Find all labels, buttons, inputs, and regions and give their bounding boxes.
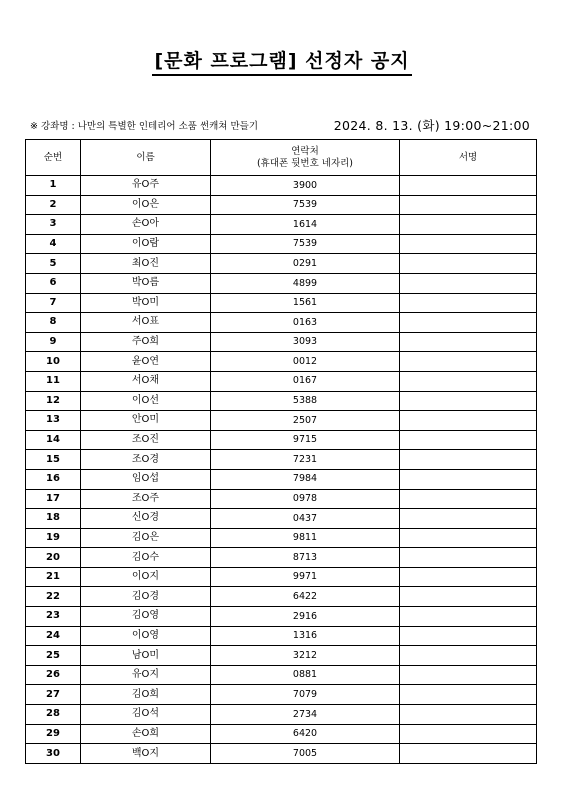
table-row — [26, 313, 537, 333]
row-number: 29 — [26, 724, 81, 744]
header-contact-line1: 연락처 — [291, 145, 319, 157]
page-title: [문화 프로그램] 선정자 공지 — [152, 46, 411, 76]
row-signature — [400, 469, 537, 489]
row-name: 박O미 — [81, 293, 211, 313]
course-schedule: 2024. 8. 13. (화) 19:00~21:00 — [333, 118, 530, 133]
row-name: 손O아 — [81, 215, 211, 235]
row-number: 28 — [26, 705, 81, 725]
row-name: 김O경 — [81, 587, 211, 607]
row-signature — [400, 411, 537, 431]
row-signature — [400, 195, 537, 215]
row-phone: 0437 — [211, 509, 400, 529]
row-name: 조O진 — [81, 430, 211, 450]
row-signature — [400, 254, 537, 274]
row-name: 최O진 — [81, 254, 211, 274]
table-row — [26, 293, 537, 313]
row-signature — [400, 607, 537, 627]
row-signature — [400, 626, 537, 646]
row-number: 4 — [26, 234, 81, 254]
course-info — [30, 116, 530, 132]
table-row — [26, 705, 537, 725]
table-row — [26, 665, 537, 685]
row-phone: 6420 — [211, 724, 400, 744]
row-phone: 4899 — [211, 273, 400, 293]
row-phone: 1614 — [211, 215, 400, 235]
row-signature — [400, 352, 537, 372]
row-number: 7 — [26, 293, 81, 313]
table-row — [26, 489, 537, 509]
row-phone: 7079 — [211, 685, 400, 705]
row-phone: 0291 — [211, 254, 400, 274]
row-name: 김O석 — [81, 705, 211, 725]
row-name: 김O은 — [81, 528, 211, 548]
table-row — [26, 411, 537, 431]
row-number: 8 — [26, 313, 81, 333]
row-name: 유O주 — [81, 176, 211, 196]
row-number: 14 — [26, 430, 81, 450]
row-number: 1 — [26, 176, 81, 196]
header-name: 이름 — [81, 140, 211, 176]
row-number: 24 — [26, 626, 81, 646]
row-phone: 0012 — [211, 352, 400, 372]
row-phone: 9715 — [211, 430, 400, 450]
row-signature — [400, 234, 537, 254]
row-signature — [400, 705, 537, 725]
row-signature — [400, 215, 537, 235]
row-signature — [400, 313, 537, 333]
row-signature — [400, 685, 537, 705]
row-number: 3 — [26, 215, 81, 235]
row-name: 이O선 — [81, 391, 211, 411]
row-number: 30 — [26, 744, 81, 764]
row-phone: 0167 — [211, 371, 400, 391]
row-phone: 8713 — [211, 548, 400, 568]
row-name: 남O미 — [81, 646, 211, 666]
row-phone: 3212 — [211, 646, 400, 666]
row-phone: 7984 — [211, 469, 400, 489]
table-row — [26, 646, 537, 666]
row-phone: 7231 — [211, 450, 400, 470]
table-row — [26, 469, 537, 489]
page-title-wrapper — [0, 46, 564, 76]
row-phone: 0163 — [211, 313, 400, 333]
row-number: 20 — [26, 548, 81, 568]
table-row — [26, 685, 537, 705]
row-number: 16 — [26, 469, 81, 489]
selection-table — [25, 139, 537, 764]
row-phone: 7539 — [211, 234, 400, 254]
row-name: 손O희 — [81, 724, 211, 744]
table-header-row — [26, 140, 537, 176]
row-name: 이O람 — [81, 234, 211, 254]
row-number: 26 — [26, 665, 81, 685]
row-signature — [400, 450, 537, 470]
row-number: 25 — [26, 646, 81, 666]
row-signature — [400, 548, 537, 568]
row-name: 조O주 — [81, 489, 211, 509]
row-name: 이O은 — [81, 195, 211, 215]
row-signature — [400, 176, 537, 196]
table-row — [26, 195, 537, 215]
row-signature — [400, 744, 537, 764]
row-number: 10 — [26, 352, 81, 372]
row-name: 신O경 — [81, 509, 211, 529]
row-phone: 7539 — [211, 195, 400, 215]
row-number: 27 — [26, 685, 81, 705]
row-name: 김O희 — [81, 685, 211, 705]
table-row — [26, 528, 537, 548]
row-phone: 7005 — [211, 744, 400, 764]
row-name: 백O지 — [81, 744, 211, 764]
row-signature — [400, 528, 537, 548]
row-name: 임O섭 — [81, 469, 211, 489]
row-phone: 1316 — [211, 626, 400, 646]
row-signature — [400, 587, 537, 607]
row-signature — [400, 430, 537, 450]
row-number: 11 — [26, 371, 81, 391]
row-number: 5 — [26, 254, 81, 274]
row-phone: 2916 — [211, 607, 400, 627]
table-row — [26, 215, 537, 235]
row-phone: 9971 — [211, 567, 400, 587]
row-phone: 0978 — [211, 489, 400, 509]
table-body — [26, 176, 537, 764]
row-phone: 2507 — [211, 411, 400, 431]
row-name: 조O경 — [81, 450, 211, 470]
row-signature — [400, 724, 537, 744]
row-signature — [400, 371, 537, 391]
row-phone: 2734 — [211, 705, 400, 725]
table-row — [26, 567, 537, 587]
row-name: 김O수 — [81, 548, 211, 568]
row-signature — [400, 489, 537, 509]
row-name: 서O표 — [81, 313, 211, 333]
row-signature — [400, 665, 537, 685]
row-name: 서O채 — [81, 371, 211, 391]
row-name: 이O지 — [81, 567, 211, 587]
row-number: 13 — [26, 411, 81, 431]
table-row — [26, 254, 537, 274]
table-row — [26, 626, 537, 646]
header-contact-line2: (휴대폰 뒷번호 네자리) — [256, 158, 354, 169]
table-row — [26, 391, 537, 411]
row-signature — [400, 293, 537, 313]
header-contact — [211, 140, 400, 176]
row-signature — [400, 332, 537, 352]
row-signature — [400, 273, 537, 293]
row-number: 9 — [26, 332, 81, 352]
row-name: 윤O연 — [81, 352, 211, 372]
row-number: 12 — [26, 391, 81, 411]
header-signature: 서명 — [400, 140, 537, 176]
row-phone: 3900 — [211, 176, 400, 196]
row-number: 2 — [26, 195, 81, 215]
row-name: 안O미 — [81, 411, 211, 431]
table-row — [26, 548, 537, 568]
row-signature — [400, 646, 537, 666]
row-number: 19 — [26, 528, 81, 548]
table-row — [26, 234, 537, 254]
table-row — [26, 430, 537, 450]
row-phone: 3093 — [211, 332, 400, 352]
table-row — [26, 352, 537, 372]
table-row — [26, 607, 537, 627]
table-row — [26, 724, 537, 744]
row-signature — [400, 509, 537, 529]
row-number: 18 — [26, 509, 81, 529]
header-no: 순번 — [26, 140, 81, 176]
row-name: 박O름 — [81, 273, 211, 293]
table-row — [26, 450, 537, 470]
row-name: 김O영 — [81, 607, 211, 627]
course-name: ※ 강좌명 : 나만의 특별한 인테리어 소품 썬캐쳐 만들기 — [30, 121, 259, 132]
row-signature — [400, 567, 537, 587]
row-phone: 6422 — [211, 587, 400, 607]
table-row — [26, 587, 537, 607]
table-row — [26, 371, 537, 391]
table-row — [26, 332, 537, 352]
row-number: 6 — [26, 273, 81, 293]
row-name: 이O영 — [81, 626, 211, 646]
row-name: 주O희 — [81, 332, 211, 352]
row-signature — [400, 391, 537, 411]
row-number: 15 — [26, 450, 81, 470]
row-phone: 9811 — [211, 528, 400, 548]
row-phone: 1561 — [211, 293, 400, 313]
row-name: 유O지 — [81, 665, 211, 685]
table-row — [26, 744, 537, 764]
table-row — [26, 176, 537, 196]
table-row — [26, 273, 537, 293]
row-number: 21 — [26, 567, 81, 587]
row-number: 17 — [26, 489, 81, 509]
row-phone: 0881 — [211, 665, 400, 685]
row-number: 23 — [26, 607, 81, 627]
row-number: 22 — [26, 587, 81, 607]
table-row — [26, 509, 537, 529]
row-phone: 5388 — [211, 391, 400, 411]
